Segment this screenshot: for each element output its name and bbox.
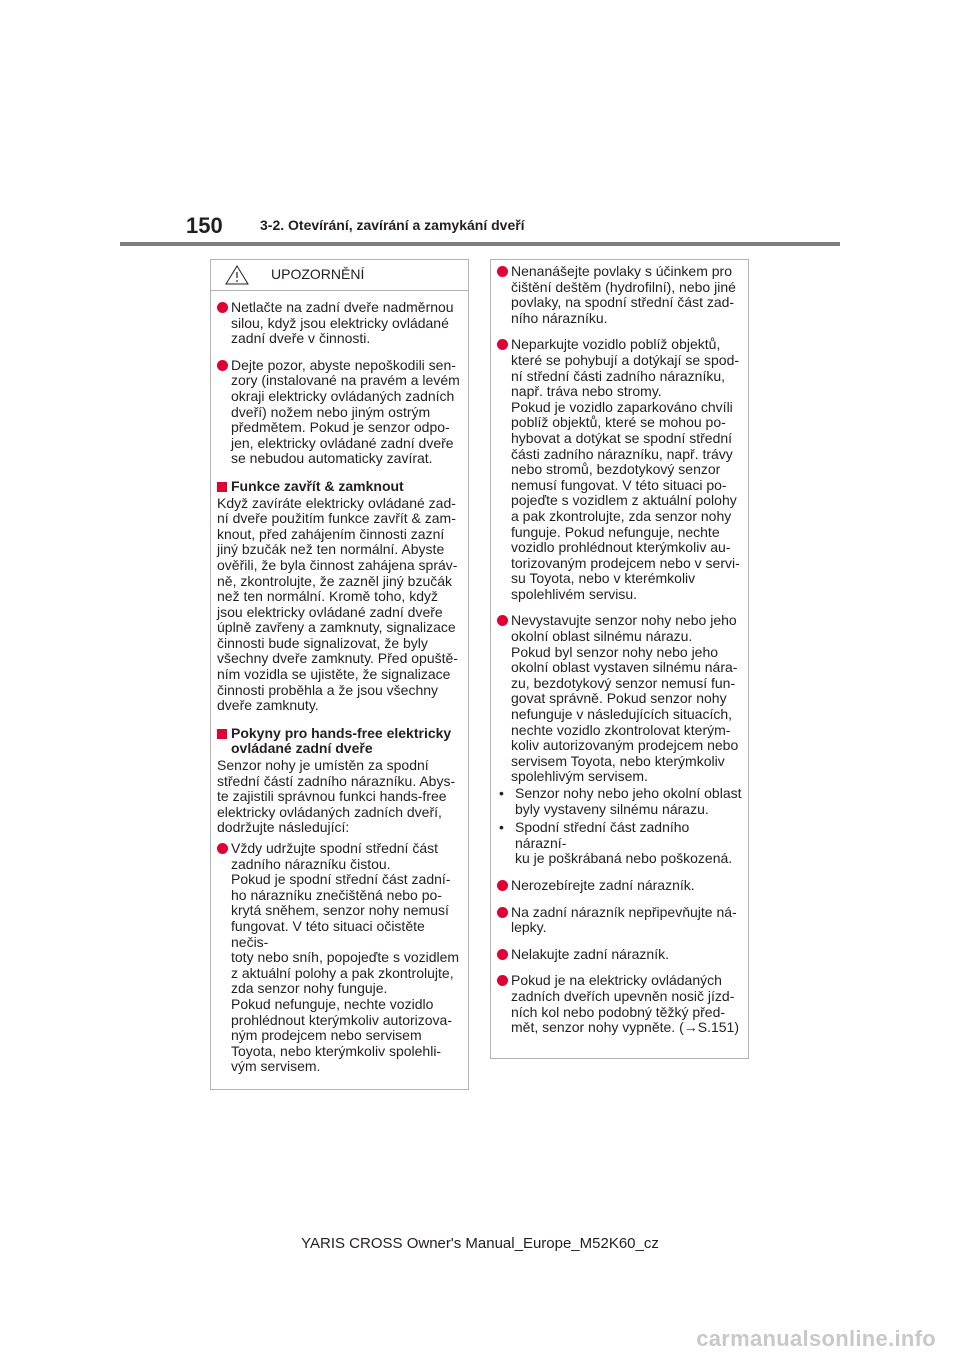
bullet-text: Nerozebírejte zadní nárazník. (511, 876, 695, 893)
bullet-dot-icon (497, 975, 508, 986)
list-item (497, 878, 744, 894)
list-item (217, 358, 464, 467)
bullet-text: Na zadní nárazník nepřipevňujte ná- lepky. (511, 903, 737, 936)
square-bullet-icon (217, 482, 227, 492)
watermark: carmanualsonline.info (696, 1326, 936, 1351)
footer-text: YARIS CROSS Owner's Manual_Europe_M52K60_cz (301, 1235, 659, 1252)
list-item (217, 300, 464, 347)
warning-box-left (210, 259, 469, 1090)
bullet-text: Neparkujte vozidlo poblíž objektů, které se pohybují a dotýkají se spod- ní střední části zadního nárazníku, např. tráva nebo stromy. Pokud je vozidlo zaparkováno chvíli poblíž objektů, které se mohou po- hybovat a dotýkat se spodní střední části zadního nárazníku, např. trávy nebo stromů, bezdotykový senzor nemusí fungovat. V této situaci po- pojeďte s vozidlem z aktuální polohy a pak zkontrolujte, zda senzor nohy funguje. Pokud nefunguje, nechte vozidlo prohlédnout kterýmkoliv au- torizovaným prodejcem nebo v servi- su Toyota, nebo v kterémkoliv spolehlivém servisu. (511, 336, 740, 602)
list-item (497, 264, 744, 326)
paragraph: Senzor nohy je umístěn za spodní střední částí zadního nárazníku. Abys- te zajistili správnou funkci hands-free elektricky ovládaných zadních dveří, dodržujte následující: (217, 757, 456, 836)
bullet-dot-icon (497, 907, 508, 918)
list-item (497, 905, 744, 936)
header-rule (120, 242, 840, 246)
list-item (217, 841, 464, 1075)
warning-header (211, 260, 468, 291)
square-bullet-icon (217, 729, 227, 739)
list-item (497, 947, 744, 963)
subheading: Pokyny pro hands-free elektricky ovládané zadní dveře (217, 726, 464, 757)
bullet-dot-icon (497, 880, 508, 891)
bullet-text: Nevystavujte senzor nohy nebo jeho okolní oblast silnému nárazu. Pokud byl senzor nohy nebo jeho okolní oblast vystaven silnému nára- zu, bezdotykový senzor nemusí fun- govat správně. Pokud senzor nohy nefunguje v následujících situacích, nechte vozidlo zkontrolovat kterým- koliv autorizovaným prodejcem nebo servisem Toyota, nebo kterýmkoliv spolehlivým servisem. (511, 612, 739, 785)
warning-triangle-icon (225, 265, 249, 285)
sub-list-item: • Senzor nohy nebo jeho okolní oblast byly vystaveny silnému nárazu. (499, 785, 742, 817)
list-item (497, 337, 744, 602)
bullet-text: Nenanášejte povlaky s účinkem pro čištění deštěm (hydrofilní), nebo jiné povlaky, na spodní střední část zad- ního nárazníku. (511, 263, 736, 326)
list-item (497, 973, 744, 1035)
page-number: 150 (186, 213, 223, 238)
sub-bullet-mark: • (499, 785, 504, 801)
bullet-dot-icon (497, 266, 508, 277)
paragraph: Když zavíráte elektricky ovládané zad- ní dveře použitím funkce zavřít & zam- knout, před zahájením činnosti zazní jiný bzučák než ten normální. Abyste ověřili, že byla činnost zahájena správ- ně, zkontrolujte, že zazněl jiný bzučák než ten normální. Kromě toho, když jsou elektricky ovládané zadní dveře úplně zavřeny a zamknuty, signalizace činnosti bude signalizovat, že byly všechny dveře zamknuty. Před opuště- ním vozidla se ujistěte, že signalizace činnosti proběhla a že jsou všechny dveře zamknuty. (217, 494, 458, 714)
bullet-text: Pokud je na elektricky ovládaných zadních dveřích upevněn nosič jízd- ních kol nebo podobný těžký před- mět, senzor nohy vypněte. (→S.151) (511, 972, 739, 1036)
section-title: 3-2. Otevírání, zavírání a zamykání dveří (260, 217, 525, 233)
bullet-text: Dejte pozor, abyste nepoškodili sen- zory (instalované na pravém a levém okraji elektricky ovládaných zadních dveří) nožem nebo jiným ostrým předmětem. Pokud je senzor odpo- jen, elektricky ovládané zadní dveře se nebudou automaticky zavírat. (231, 356, 460, 467)
bullet-text: Vždy udržujte spodní střední část zadního nárazníku čistou. Pokud je spodní střední část zadní- ho nárazníku znečištěná nebo po- krytá sněhem, senzor nohy nemusí fungovat. V této situaci očistěte nečis- toty nebo sníh, popojeďte s vozidlem z aktuální polohy a pak zkontrolujte, zda senzor nohy funguje. Pokud nefunguje, nechte vozidlo prohlédnout kterýmkoliv autorizova- ným prodejcem nebo servisem Toyota, nebo kterýmkoliv spolehli- vým servisem. (231, 840, 460, 1075)
bullet-dot-icon (217, 360, 228, 371)
bullet-dot-icon (497, 339, 508, 350)
warning-box-right (490, 259, 749, 1059)
warning-label: UPOZORNĚNÍ (271, 266, 365, 283)
bullet-dot-icon (497, 949, 508, 960)
list-item (497, 613, 744, 785)
bullet-dot-icon (497, 615, 508, 626)
bullet-dot-icon (217, 843, 228, 854)
subheading: Funkce zavřít & zamknout (217, 479, 464, 495)
bullet-dot-icon (217, 302, 228, 313)
bullet-text: Netlačte na zadní dveře nadměrnou silou, když jsou elektricky ovládané zadní dveře v činnosti. (231, 299, 454, 347)
bullet-text: Nelakujte zadní nárazník. (511, 945, 669, 962)
sub-bullet-mark: • (499, 819, 504, 836)
sub-list-item: • Spodní střední část zadního nárazní- ku je poškrábaná nebo poškozená. (499, 819, 733, 867)
